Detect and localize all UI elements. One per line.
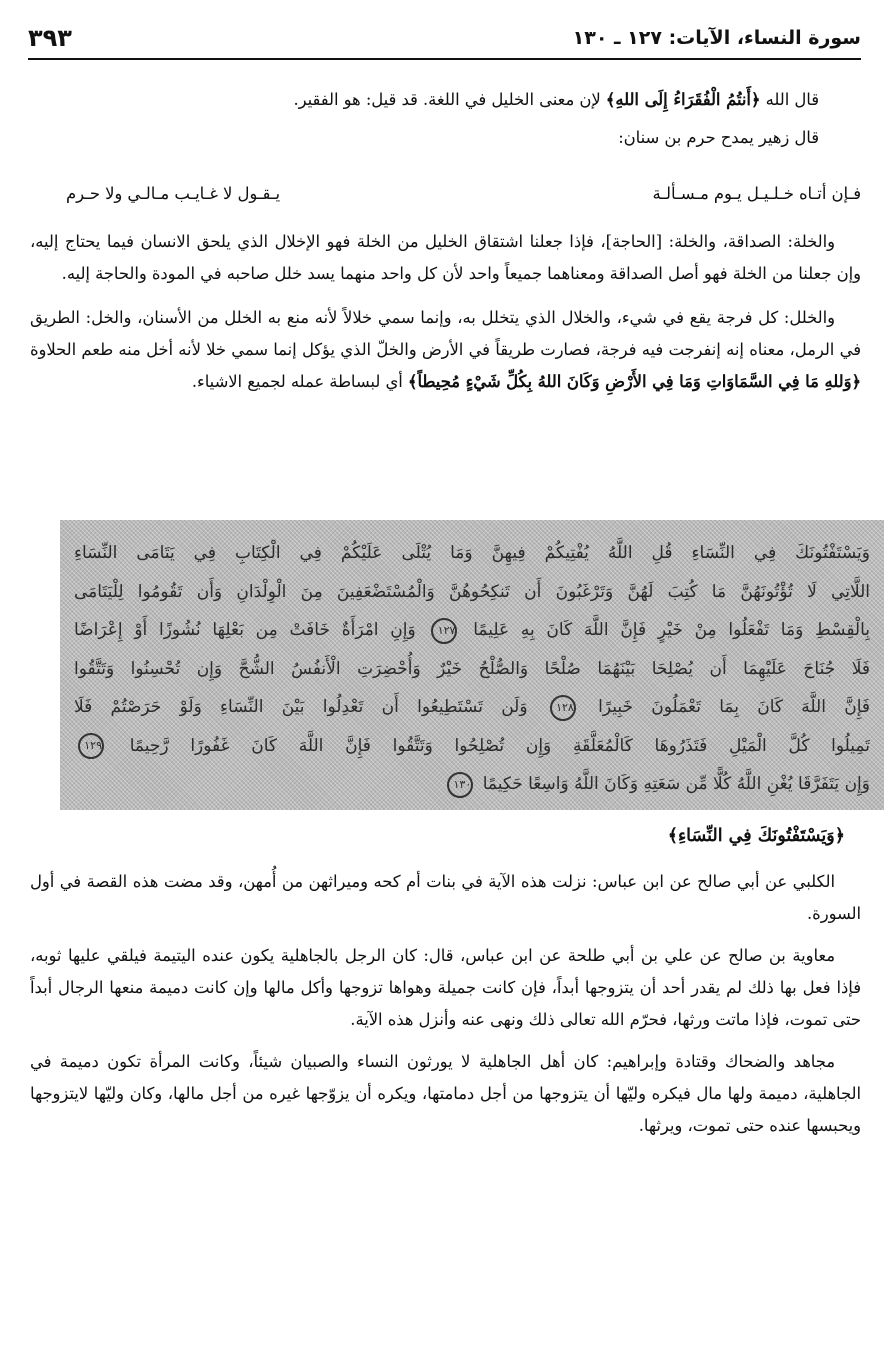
ayah-line: اللَّاتِي لَا تُؤْتُونَهُنَّ مَا كُتِبَ لَهُنَّ وَتَرْغَبُونَ أَن تَنكِحُوهُنَّ وَالْمُسْتَضْعَفِينَ مِنَ الْوِلْدَانِ وَأَن تَقُومُوا لِلْيَتَامَى (74, 581, 870, 602)
paragraph-khalil-meaning (58, 84, 845, 116)
verse-second-hemistich: يـقـول لا غـايـب مـالـي ولا حـرم (66, 184, 281, 203)
ayah-number-marker: ١٢٧ (431, 618, 457, 644)
paragraph-khalal (30, 302, 861, 398)
ayah-text: وَلَن تَسْتَطِيعُوا أَن تَعْدِلُوا بَيْنَ النِّسَاءِ وَلَوْ حَرَصْتُمْ فَلَا (74, 697, 528, 717)
ayah-line: فَلَا جُنَاحَ عَلَيْهِمَا أَن يُصْلِحَا بَيْنَهُمَا صُلْحًا وَالصُّلْحُ خَيْرٌ وَأُحْضِرَتِ الْأَنفُسُ الشُّحَّ وَإِن تُحْسِنُوا وَتَتَّقُوا (74, 658, 870, 679)
paragraph-zuhair-intro: قال زهير يمدح حرم بن سنان: (618, 128, 819, 147)
ayah-line: وَيَسْتَفْتُونَكَ فِي النِّسَاءِ قُلِ اللَّهُ يُفْتِيكُمْ فِيهِنَّ وَمَا يُتْلَى عَلَيْكُمْ فِي الْكِتَابِ فِي يَتَامَى النِّسَاءِ (74, 543, 870, 563)
ayah-number-marker: ١٢٨ (550, 695, 576, 721)
ayah-text: وَإِن يَتَفَرَّقَا يُغْنِ اللَّهُ كُلًّا مِّن سَعَتِهِ وَكَانَ اللَّهُ وَاسِعًا حَكِيمًا (482, 774, 870, 794)
page-number: ٣٩٣ (28, 24, 72, 52)
quran-quote: ﴿أَنتُمُ الْفُقَرَاءُ إِلَى اللهِ﴾ (605, 90, 761, 109)
ayah-line (74, 765, 870, 804)
ayah-text: فَإِنَّ اللَّهَ كَانَ بِمَا تَعْمَلُونَ خَبِيرًا (598, 697, 870, 717)
commentary-heading: ﴿وَيَسْتَفْتُونَكَ فِي النِّسَاءِ﴾ (667, 826, 845, 846)
middle-section (30, 226, 861, 398)
ayah-text: تَمِيلُوا كُلَّ الْمَيْلِ فَتَذَرُوهَا كَالْمُعَلَّقَةِ وَإِن تُصْلِحُوا وَتَتَّقُوا فَإِنَّ اللَّهَ كَانَ غَفُورًا رَّحِيمًا (129, 735, 870, 756)
paragraph-mujahid: مجاهد والضحاك وقتادة وإبراهيم: كان أهل الجاهلية لا يورثون النساء والصبيان شيئاً، وكانت المرأة تكون دميمة في الجاهلية، دميمة ولها مال فيكره وليّها أن يتزوجها من أجل دمامتها، ويكره أن يزوّجها غيره من أجل مالها، وكان وليّها لايتزوجها ويحبسها عنده حتى تموت، ويرثها. (30, 1052, 861, 1135)
ayah-number-marker: ١٢٩ (78, 733, 104, 759)
ayah-line (74, 688, 870, 727)
ayah-line (74, 611, 870, 650)
ayah-text: بِالْقِسْطِ وَمَا تَفْعَلُوا مِنْ خَيْرٍ فَإِنَّ اللَّهَ كَانَ بِهِ عَلِيمًا (473, 620, 870, 640)
top-section (58, 84, 845, 154)
ayah-line (74, 727, 870, 766)
verse-first-hemistich: فـإن أتـاه خـلـيـل يـوم مـسـألـة (652, 184, 861, 203)
ayah-number-marker: ١٣٠ (447, 772, 473, 798)
quran-quote: ﴿وَللهِ مَا فِي السَّمَاوَاتِ وَمَا فِي الأَرْضِ وَكَانَ اللهُ بِكُلِّ شَيْءٍ مُحِيطاً﴾ (407, 372, 861, 391)
poetry-verse (66, 178, 861, 210)
ayah-text: وَإِنِ امْرَأَةٌ خَافَتْ مِن بَعْلِهَا نُشُوزًا أَوْ إِعْرَاضًا (74, 620, 416, 640)
paragraph-muawiya: معاوية بن صالح عن علي بن أبي طلحة عن ابن عباس، قال: كان الرجل بالجاهلية يكون عنده اليتيمة فيلقي عليها ثوبه، فإذا فعل بها ذلك لم يقدر أحد أن يتزوجها أبداً، فإن كانت جميلة وهواها تزوجها وأكل مالها وإن كانت دميمة منعها الرجال أبداً حتى تموت، فإذا ماتت ورثها، فحرّم الله تعالى ذلك ونهى عنه وأنزل هذه الآية. (30, 946, 861, 1029)
paragraph-text: لإن معنى الخليل في اللغة. قد قيل: هو الفقير. (293, 90, 606, 109)
paragraph-text: أي لبساطة عمله لجميع الاشياء. (191, 372, 408, 391)
paragraph-text: والخلل: كل فرجة يقع في شيء، والخلال الذي يتخلل به، وإنما سمي خلالاً لأنه منع به الخلل من الأسنان، والخل: الطريق في الرمل، معناه إنه إنفرجت فيه فرجة، فصارت طريقاً في الأرض والخلّ الذي يؤكل إنما سمي خلا لأنه أخل منه طعم الحلاوة (30, 308, 861, 359)
page-header (28, 18, 861, 60)
paragraph-khulla: والخلة: الصداقة، والخلة: [الحاجة]، فإذا جعلنا اشتقاق الخليل من الخلة فهو الإخلال الذي يلحق الانسان فيما يحتاج إليه، وإن جعلنا من الخلة فهو أصل الصداقة ومعناهما جميعاً واحد لأن كل واحد منهما يسد خلل صاحبه في المودة والحاجة إليه. (30, 232, 861, 283)
bottom-section (30, 866, 861, 1142)
section-heading (30, 826, 845, 846)
running-title: سورة النساء، الآيات: ١٢٧ ـ ١٣٠ (572, 27, 861, 49)
paragraph-kalbi: الكلبي عن أبي صالح عن ابن عباس: نزلت هذه الآية في بنات أم كحه وميراثهن من أُمهن، وقد مضت هذه القصة في أول السورة. (30, 872, 861, 923)
paragraph-text: قال الله (760, 90, 819, 109)
quran-verses-box (60, 520, 884, 810)
